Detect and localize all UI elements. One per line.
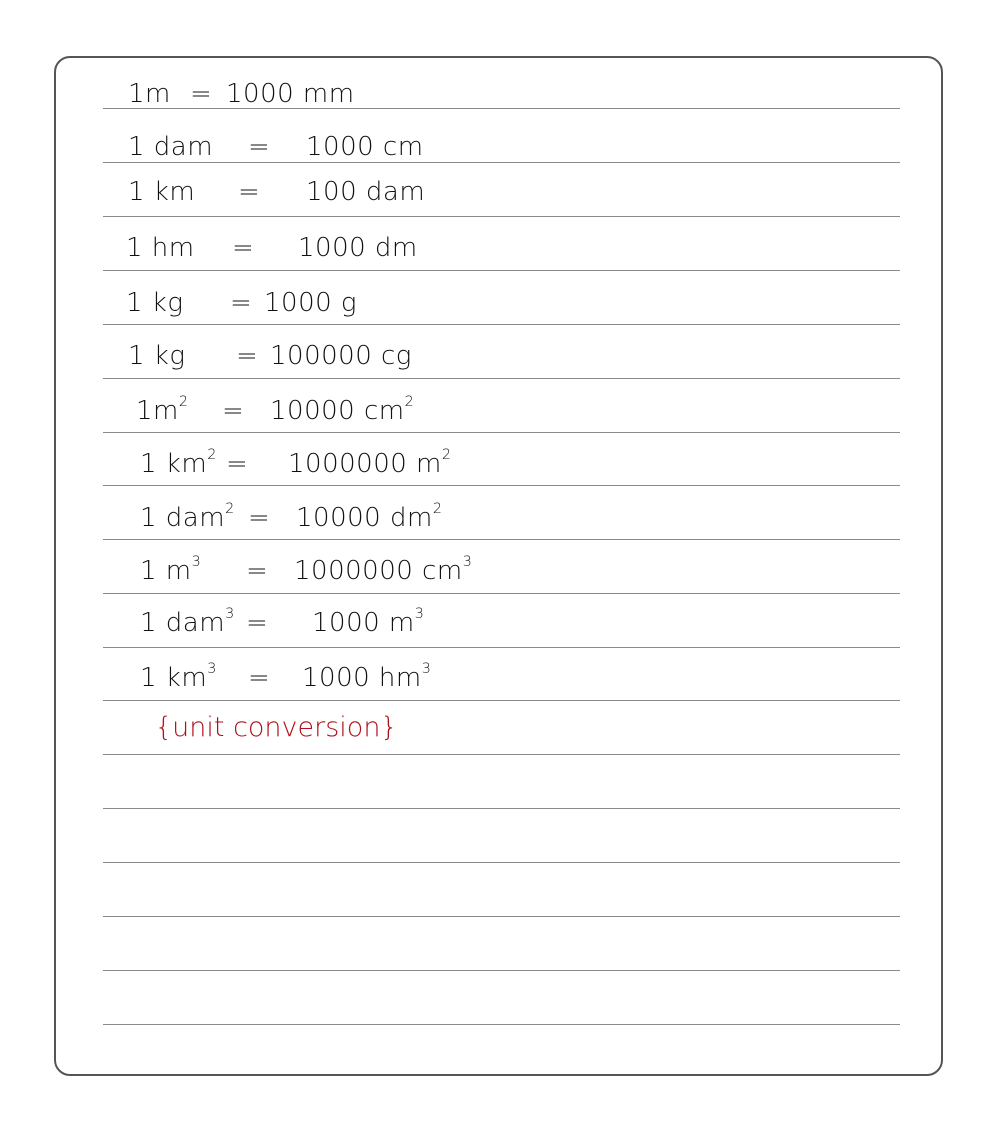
equals-sign: = [232,233,255,263]
right-value-text: 1000 cm [306,132,424,162]
conversion-line [140,603,560,643]
left-exponent: 2 [207,447,217,464]
line-right-side [312,603,424,643]
ruled-line [103,1024,900,1025]
conversion-line [140,444,560,484]
ruled-line [103,270,900,271]
line-right-side [296,498,442,538]
line-left-side [140,658,217,698]
line-left-side [128,127,213,167]
right-exponent: 3 [414,606,425,623]
conversion-line [126,228,546,268]
right-exponent: 2 [432,501,443,518]
left-exponent: 3 [191,554,202,571]
left-unit-text: 1 dam [128,132,214,162]
right-value-text: 100 dam [306,177,426,207]
conversion-line [140,658,560,698]
left-unit-text: 1 dam [140,503,226,533]
conversion-line [140,551,560,591]
right-value-text: 10000 dm [296,503,433,533]
line-right-side [270,391,414,431]
line-left-side [128,172,195,212]
left-exponent: 2 [178,394,189,411]
equals-sign: = [190,79,213,109]
left-unit-text: 1m [136,396,179,426]
conversion-line [128,336,548,376]
left-exponent: 2 [225,501,235,518]
ruled-line [103,647,900,648]
left-unit-text: 1 m [140,556,192,586]
left-unit-text: 1 km [128,177,196,207]
left-exponent: 3 [207,661,217,678]
line-left-side [136,391,188,431]
right-exponent: 2 [441,447,452,464]
ruled-line [103,216,900,217]
right-value-text: 1000 hm [302,663,422,693]
line-left-side [140,551,201,591]
line-right-side [306,127,424,167]
line-left-side [126,283,183,323]
ruled-line [103,324,900,325]
line-right-side [294,551,472,591]
ruled-line [103,970,900,971]
line-right-side [270,336,412,376]
right-exponent: 3 [421,661,432,678]
line-left-side [140,498,235,538]
conversion-line [126,283,546,323]
equals-sign: = [230,288,253,318]
conversion-line [128,172,548,212]
equals-sign: = [222,396,245,426]
line-right-side [298,228,418,268]
line-right-side [226,74,355,114]
equals-sign: = [236,341,259,371]
ruled-line [103,700,900,701]
line-left-side [128,74,171,114]
equals-sign: = [248,663,271,693]
right-exponent: 3 [462,554,473,571]
equals-sign: = [246,556,269,586]
right-value-text: 1000 dm [298,233,418,263]
line-right-side [302,658,431,698]
right-value-text: 100000 cg [270,341,412,371]
equals-sign: = [226,449,249,479]
right-exponent: 2 [404,394,415,411]
ruled-line [103,539,900,540]
left-unit-text: 1 dam [140,608,226,638]
ruled-line [103,485,900,486]
right-value-text: 1000 g [264,288,358,318]
ruled-line [103,916,900,917]
conversion-line [136,391,556,431]
ruled-line [103,862,900,863]
left-unit-text: 1 hm [126,233,195,263]
left-unit-text: 1 km [140,449,208,479]
equals-sign: = [248,132,271,162]
line-right-side [264,283,357,323]
conversion-line [128,127,548,167]
line-left-side [140,444,217,484]
ruled-line [103,808,900,809]
ruled-line [103,378,900,379]
left-unit-text: 1 kg [126,288,184,318]
left-unit-text: 1 km [140,663,208,693]
right-value-text: 10000 cm [270,396,405,426]
line-left-side [140,603,235,643]
line-right-side [306,172,425,212]
right-value-text: 1000000 m [288,449,442,479]
equals-sign: = [238,177,261,207]
conversion-line [140,498,560,538]
line-right-side [288,444,452,484]
left-exponent: 3 [225,606,235,623]
line-left-side [128,336,185,376]
left-unit-text: 1 kg [128,341,186,371]
caption-note: {unit conversion} [155,712,398,743]
conversion-line [128,74,548,114]
right-value-text: 1000 mm [226,79,355,109]
right-value-text: 1000000 cm [294,556,463,586]
line-left-side [126,228,195,268]
ruled-line [103,754,900,755]
right-value-text: 1000 m [312,608,415,638]
left-unit-text: 1m [128,79,171,109]
equals-sign: = [246,608,269,638]
ruled-line [103,593,900,594]
equals-sign: = [248,503,271,533]
ruled-line [103,432,900,433]
